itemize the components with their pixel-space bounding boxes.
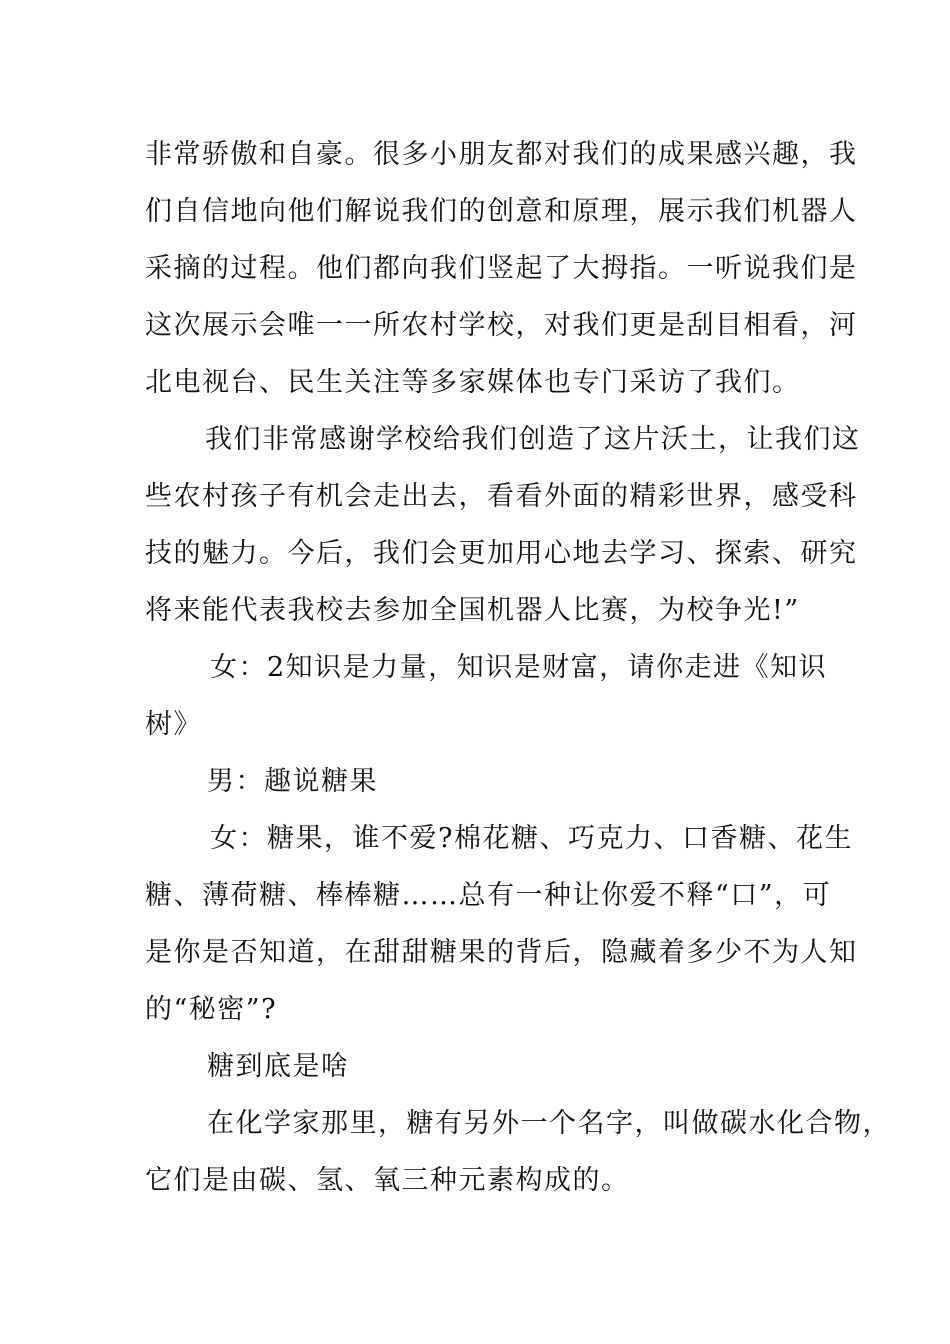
paragraph-line: 非常骄傲和自豪。很多小朋友都对我们的成果感兴趣，我 xyxy=(145,139,858,170)
paragraph-line: 的“秘密”? xyxy=(145,994,278,1025)
paragraph-line: 糖、薄荷糖、棒棒糖……总有一种让你爱不释“口”，可 xyxy=(145,880,832,911)
paragraph-line: 北电视台、民生关注等多家媒体也专门采访了我们。 xyxy=(145,367,801,398)
paragraph-line: 采摘的过程。他们都向我们竖起了大拇指。一听说我们是 xyxy=(145,253,858,284)
paragraph-line: 男：趣说糖果 xyxy=(207,766,378,797)
paragraph-line: 些农村孩子有机会走出去，看看外面的精彩世界，感受科 xyxy=(145,481,858,512)
paragraph-line: 树》 xyxy=(145,709,202,740)
paragraph-line: 女：2知识是力量，知识是财富，请你走进《知识 xyxy=(210,652,828,683)
paragraph-line: 将来能代表我校去参加全国机器人比赛，为校争光!” xyxy=(145,595,800,626)
paragraph-line: 在化学家那里，糖有另外一个名字，叫做碳水化合物， xyxy=(207,1108,891,1139)
paragraph-line: 这次展示会唯一一所农村学校，对我们更是刮目相看，河 xyxy=(145,310,858,341)
paragraph-line: 它们是由碳、氢、氧三种元素构成的。 xyxy=(145,1165,630,1196)
section-heading: 糖到底是啥 xyxy=(207,1051,350,1082)
paragraph-line: 女：糖果，谁不爱?棉花糖、巧克力、口香糖、花生 xyxy=(210,823,853,854)
paragraph-line: 们自信地向他们解说我们的创意和原理，展示我们机器人 xyxy=(145,196,858,227)
paragraph-line: 技的魅力。今后，我们会更加用心地去学习、探索、研究 xyxy=(145,538,858,569)
paragraph-line: 我们非常感谢学校给我们创造了这片沃土，让我们这 xyxy=(205,424,861,455)
paragraph-line: 是你是否知道，在甜甜糖果的背后，隐藏着多少不为人知 xyxy=(145,937,858,968)
